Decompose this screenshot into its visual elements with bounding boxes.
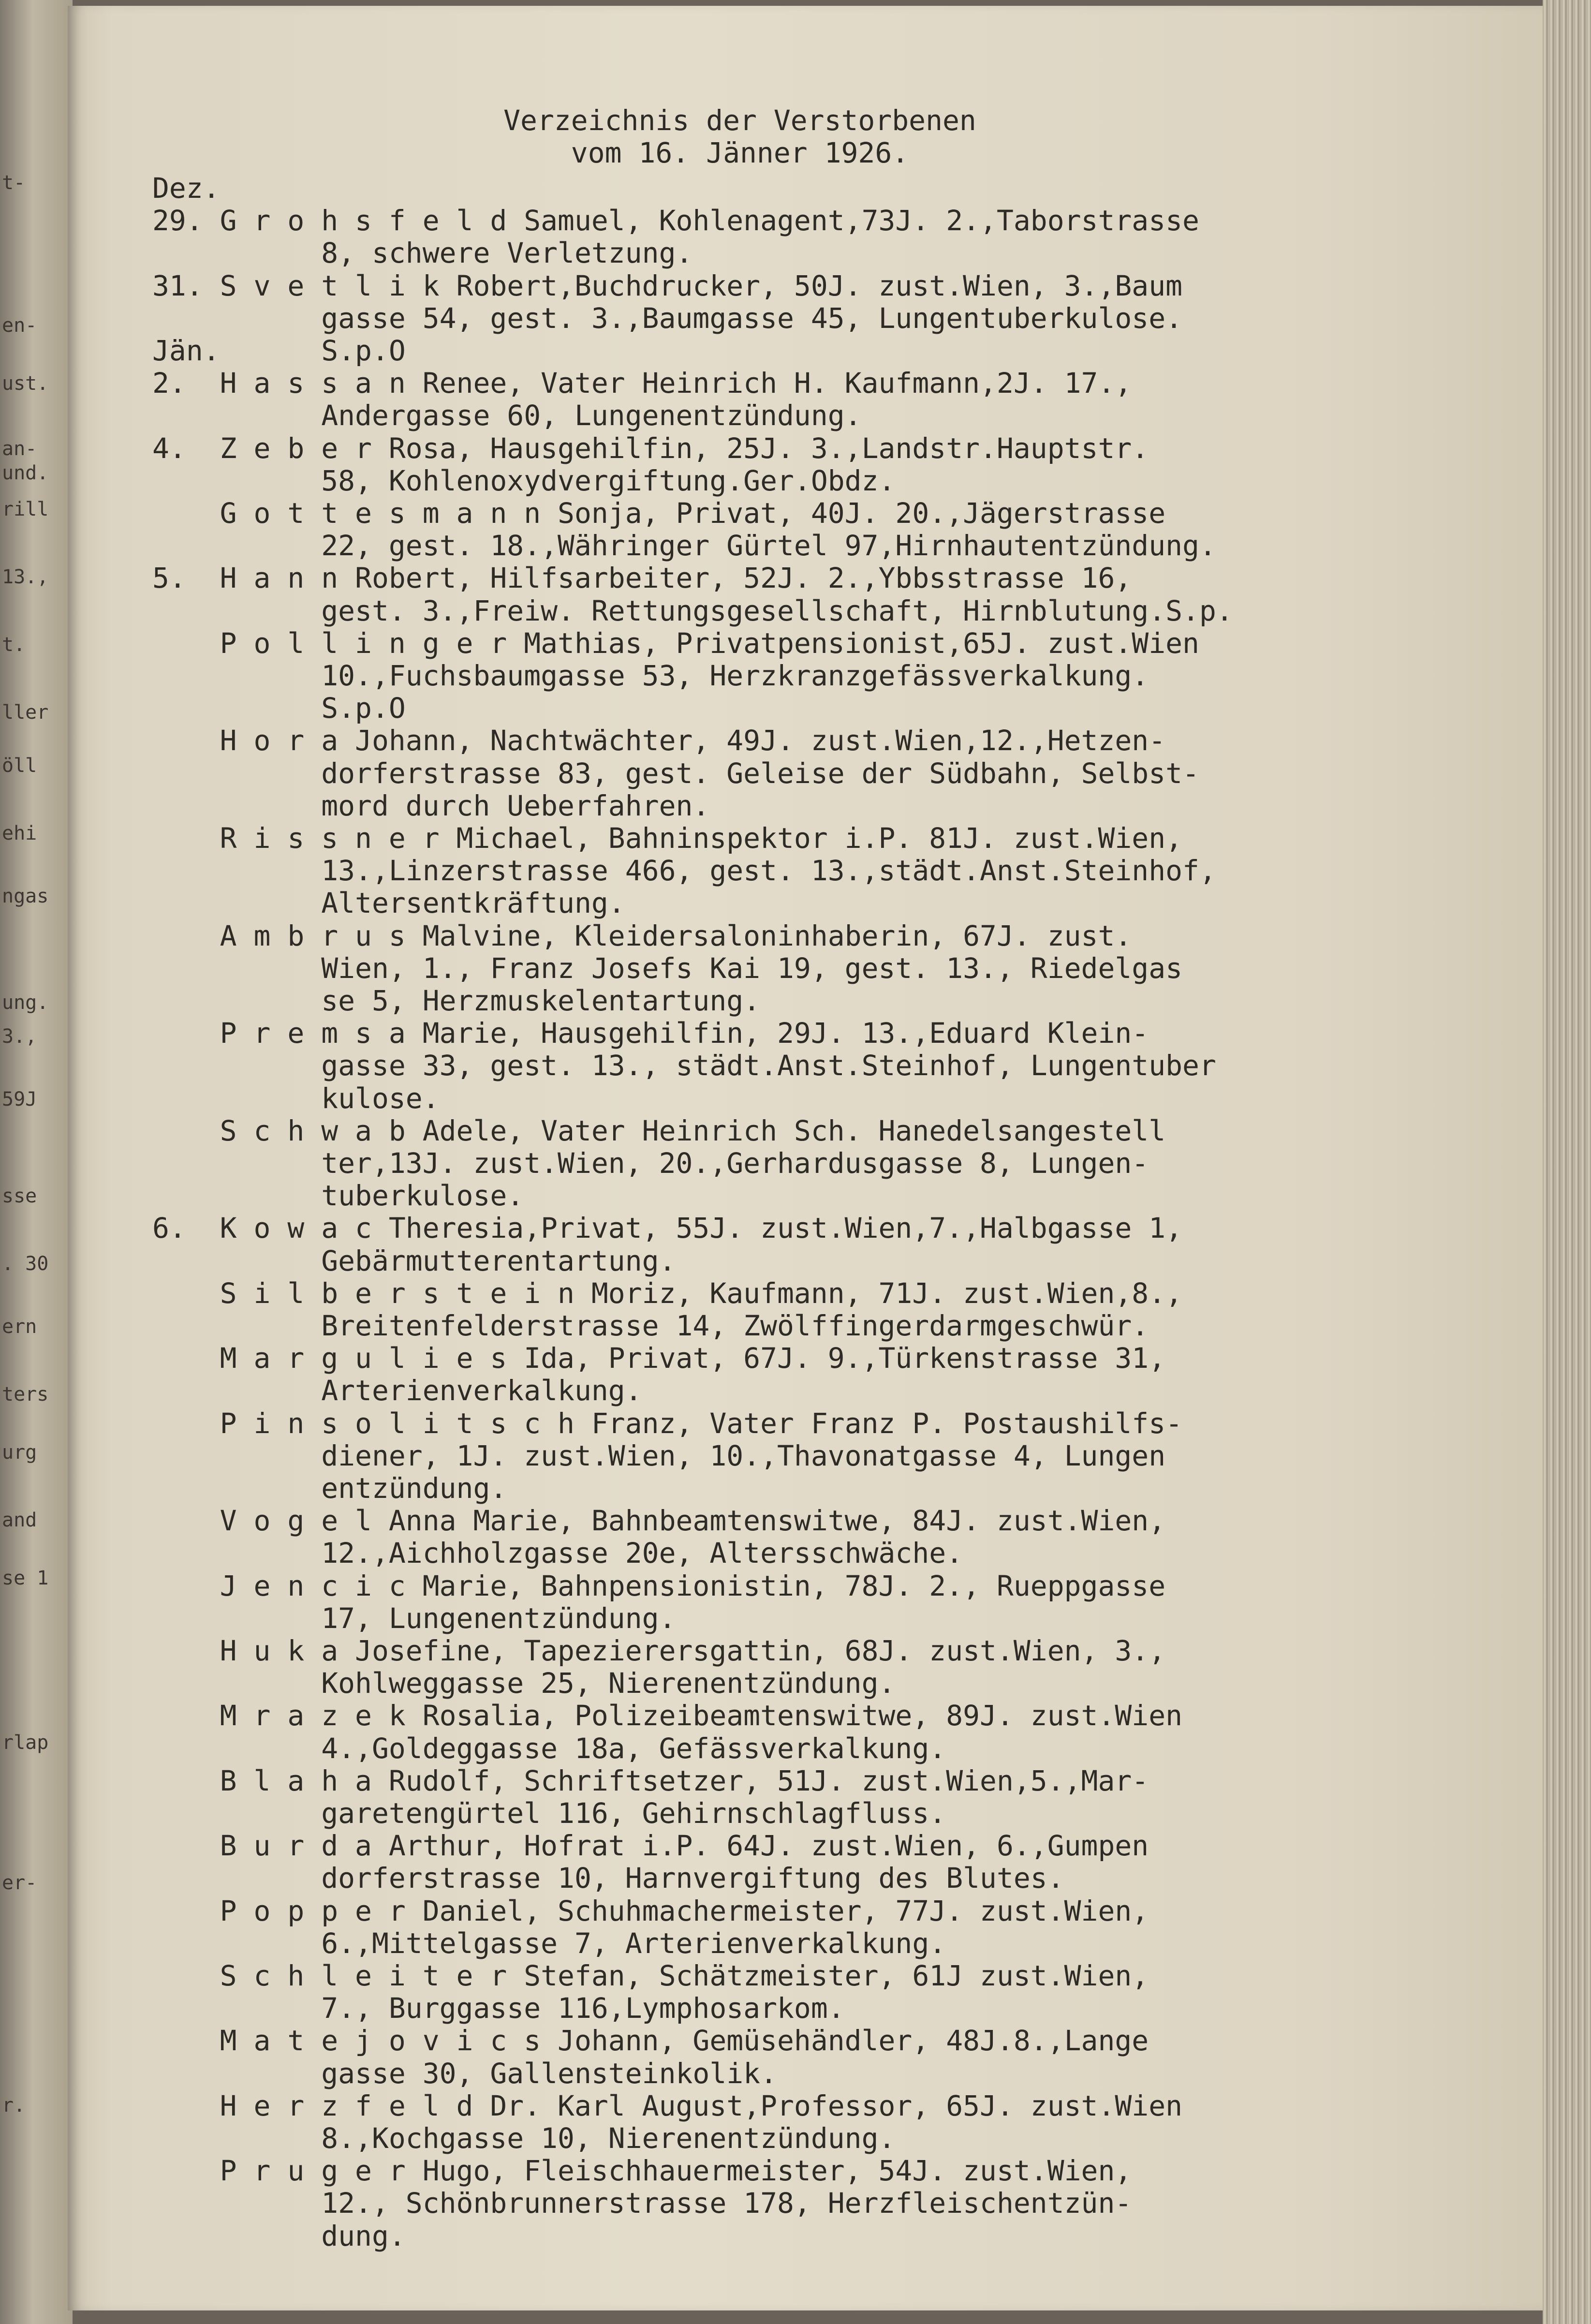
previous-page-fragment: and — [2, 1509, 37, 1531]
document-title: Verzeichnis der Verstorbenen — [503, 104, 976, 137]
previous-page-fragment: rlap — [2, 1732, 49, 1754]
register-line: Andergasse 60, Lungenentzündung. — [152, 399, 862, 432]
register-line: 12.,Aichholzgasse 20e, Altersschwäche. — [152, 1537, 963, 1569]
register-line: 29. G r o h s f e l d Samuel, Kohlenagent,73J. 2.,Taborstrasse — [152, 204, 1199, 237]
previous-page-fragment: ust. — [2, 372, 49, 395]
register-line: gasse 33, gest. 13., städt.Anst.Steinhof, Lungentuber — [152, 1049, 1216, 1082]
register-line: 6. K o w a c Theresia,Privat, 55J. zust.Wien,7.,Halbgasse 1, — [152, 1212, 1183, 1244]
previous-page-fragment: er- — [2, 1872, 37, 1894]
register-line: H u k a Josefine, Tapezierersgattin, 68J. zust.Wien, 3., — [152, 1634, 1166, 1667]
register-line: S c h l e i t e r Stefan, Schätzmeister, 61J zust.Wien, — [152, 1959, 1149, 1992]
register-line: 4.,Goldeggasse 18a, Gefässverkalkung. — [152, 1732, 946, 1765]
register-line: R i s s n e r Michael, Bahninspektor i.P. 81J. zust.Wien, — [152, 822, 1183, 855]
register-line: 58, Kohlenoxydvergiftung.Ger.Obdz. — [152, 464, 896, 497]
register-line: 17, Lungenentzündung. — [152, 1602, 676, 1635]
register-line: 6.,Mittelgasse 7, Arterienverkalkung. — [152, 1927, 946, 1960]
register-line: Kohlweggasse 25, Nierenentzündung. — [152, 1667, 896, 1700]
register-line: 5. H a n n Robert, Hilfsarbeiter, 52J. 2.,Ybbsstrasse 16, — [152, 562, 1132, 594]
register-line: Breitenfelderstrasse 14, Zwölffingerdarmgeschwür. — [152, 1309, 1149, 1342]
register-line: 22, gest. 18.,Währinger Gürtel 97,Hirnhautentzündung. — [152, 529, 1216, 562]
previous-page-fragment: ung. — [2, 992, 49, 1014]
previous-page-fragment: sse — [2, 1185, 37, 1207]
previous-page-fragment: se 1 — [2, 1567, 49, 1589]
register-line: gest. 3.,Freiw. Rettungsgesellschaft, Hirnblutung.S.p. — [152, 594, 1233, 627]
register-line: H o r a Johann, Nachtwächter, 49J. zust.Wien,12.,Hetzen- — [152, 724, 1166, 757]
register-line: dorferstrasse 10, Harnvergiftung des Blutes. — [152, 1862, 1064, 1895]
previous-page-fragment: r. — [2, 2094, 26, 2117]
register-line: A m b r u s Malvine, Kleidersaloninhaberin, 67J. zust. — [152, 919, 1132, 952]
previous-page-fragment: 59J — [2, 1088, 37, 1110]
previous-page-fragment: t. — [2, 634, 26, 656]
register-line: Dez. — [152, 172, 220, 205]
register-line: M a r g u l i e s Ida, Privat, 67J. 9.,Türkenstrasse 31, — [152, 1342, 1166, 1375]
previous-page-fragment: 3., — [2, 1025, 37, 1048]
register-line: G o t t e s m a n n Sonja, Privat, 40J. 20.,Jägerstrasse — [152, 497, 1166, 530]
register-line: 12., Schönbrunnerstrasse 178, Herzfleischentzün- — [152, 2187, 1132, 2220]
document-subtitle: vom 16. Jänner 1926. — [571, 136, 909, 169]
register-line: P r e m s a Marie, Hausgehilfin, 29J. 13.,Eduard Klein- — [152, 1017, 1149, 1050]
register-line: J e n c i c Marie, Bahnpensionistin, 78J. 2., Rueppgasse — [152, 1569, 1166, 1602]
previous-page-fragment: rill — [2, 498, 49, 520]
register-line: V o g e l Anna Marie, Bahnbeamtenswitwe, 84J. zust.Wien, — [152, 1504, 1166, 1537]
document-page — [68, 6, 1543, 2310]
register-line: Altersentkräftung. — [152, 887, 625, 919]
register-line: Wien, 1., Franz Josefs Kai 19, gest. 13., Riedelgas — [152, 952, 1183, 985]
register-line: tuberkulose. — [152, 1179, 524, 1212]
register-line: 8, schwere Verletzung. — [152, 237, 693, 269]
previous-page-strip — [0, 0, 73, 2324]
previous-page-fragment: ters — [2, 1383, 49, 1406]
previous-page-fragment: en- — [2, 314, 37, 337]
previous-page-fragment: ern — [2, 1316, 37, 1338]
register-line: 8.,Kochgasse 10, Nierenentzündung. — [152, 2122, 896, 2155]
register-line: 7., Burggasse 116,Lymphosarkom. — [152, 1992, 845, 2025]
previous-page-fragment: ehi — [2, 822, 37, 844]
register-line: mord durch Ueberfahren. — [152, 789, 710, 822]
register-line: Jän. S.p.O — [152, 334, 406, 367]
register-line: H e r z f e l d Dr. Karl August,Professor, 65J. zust.Wien — [152, 2089, 1183, 2122]
register-line: M a t e j o v i c s Johann, Gemüsehändler, 48J.8.,Lange — [152, 2024, 1149, 2057]
previous-page-fragment: an- — [2, 438, 37, 460]
register-line: diener, 1J. zust.Wien, 10.,Thavonatgasse 4, Lungen — [152, 1439, 1166, 1472]
register-line: dorferstrasse 83, gest. Geleise der Südbahn, Selbst- — [152, 757, 1199, 790]
page-stack-edge — [1543, 0, 1591, 2324]
register-line: ter,13J. zust.Wien, 20.,Gerhardusgasse 8, Lungen- — [152, 1147, 1149, 1180]
register-line: Gebärmutterentartung. — [152, 1244, 676, 1277]
register-line: S.p.O — [152, 692, 406, 725]
register-line: se 5, Herzmuskelentartung. — [152, 984, 761, 1017]
register-line: kulose. — [152, 1082, 440, 1115]
register-line: 10.,Fuchsbaumgasse 53, Herzkranzgefässverkalkung. — [152, 659, 1149, 692]
register-line: B u r d a Arthur, Hofrat i.P. 64J. zust.Wien, 6.,Gumpen — [152, 1829, 1149, 1862]
register-line: 31. S v e t l i k Robert,Buchdrucker, 50J. zust.Wien, 3.,Baum — [152, 269, 1183, 302]
register-line: Arterienverkalkung. — [152, 1374, 642, 1407]
register-line: S c h w a b Adele, Vater Heinrich Sch. Hanedelsangestell — [152, 1114, 1166, 1147]
previous-page-fragment: 13., — [2, 566, 49, 588]
register-line: 2. H a s s a n Renee, Vater Heinrich H. Kaufmann,2J. 17., — [152, 367, 1132, 400]
register-line: B l a h a Rudolf, Schriftsetzer, 51J. zust.Wien,5.,Mar- — [152, 1764, 1149, 1797]
register-line: garetengürtel 116, Gehirnschlagfluss. — [152, 1797, 946, 1830]
register-line: P o l l i n g e r Mathias, Privatpensionist,65J. zust.Wien — [152, 627, 1199, 660]
register-line: P i n s o l i t s c h Franz, Vater Franz P. Postaushilfs- — [152, 1407, 1183, 1440]
register-line: 13.,Linzerstrasse 466, gest. 13.,städt.Anst.Steinhof, — [152, 854, 1216, 887]
previous-page-fragment: t- — [2, 172, 26, 194]
register-line: P o p p e r Daniel, Schuhmachermeister, 77J. zust.Wien, — [152, 1895, 1149, 1927]
register-line: P r u g e r Hugo, Fleischhauermeister, 54J. zust.Wien, — [152, 2154, 1132, 2187]
previous-page-fragment: ngas — [2, 885, 49, 907]
previous-page-fragment: urg — [2, 1441, 37, 1464]
register-line: dung. — [152, 2220, 406, 2252]
register-line: gasse 54, gest. 3.,Baumgasse 45, Lungentuberkulose. — [152, 302, 1183, 335]
register-line: S i l b e r s t e i n Moriz, Kaufmann, 71J. zust.Wien,8., — [152, 1277, 1183, 1310]
previous-page-fragment: und. — [2, 462, 49, 484]
register-line: entzündung. — [152, 1472, 507, 1505]
previous-page-fragment: öll — [2, 755, 37, 777]
register-line: gasse 30, Gallensteinkolik. — [152, 2057, 778, 2090]
previous-page-fragment: . 30 — [2, 1253, 49, 1275]
previous-page-fragment: ller — [2, 701, 49, 724]
register-line: M r a z e k Rosalia, Polizeibeamtenswitwe, 89J. zust.Wien — [152, 1699, 1183, 1732]
register-line: 4. Z e b e r Rosa, Hausgehilfin, 25J. 3.,Landstr.Hauptstr. — [152, 432, 1149, 465]
